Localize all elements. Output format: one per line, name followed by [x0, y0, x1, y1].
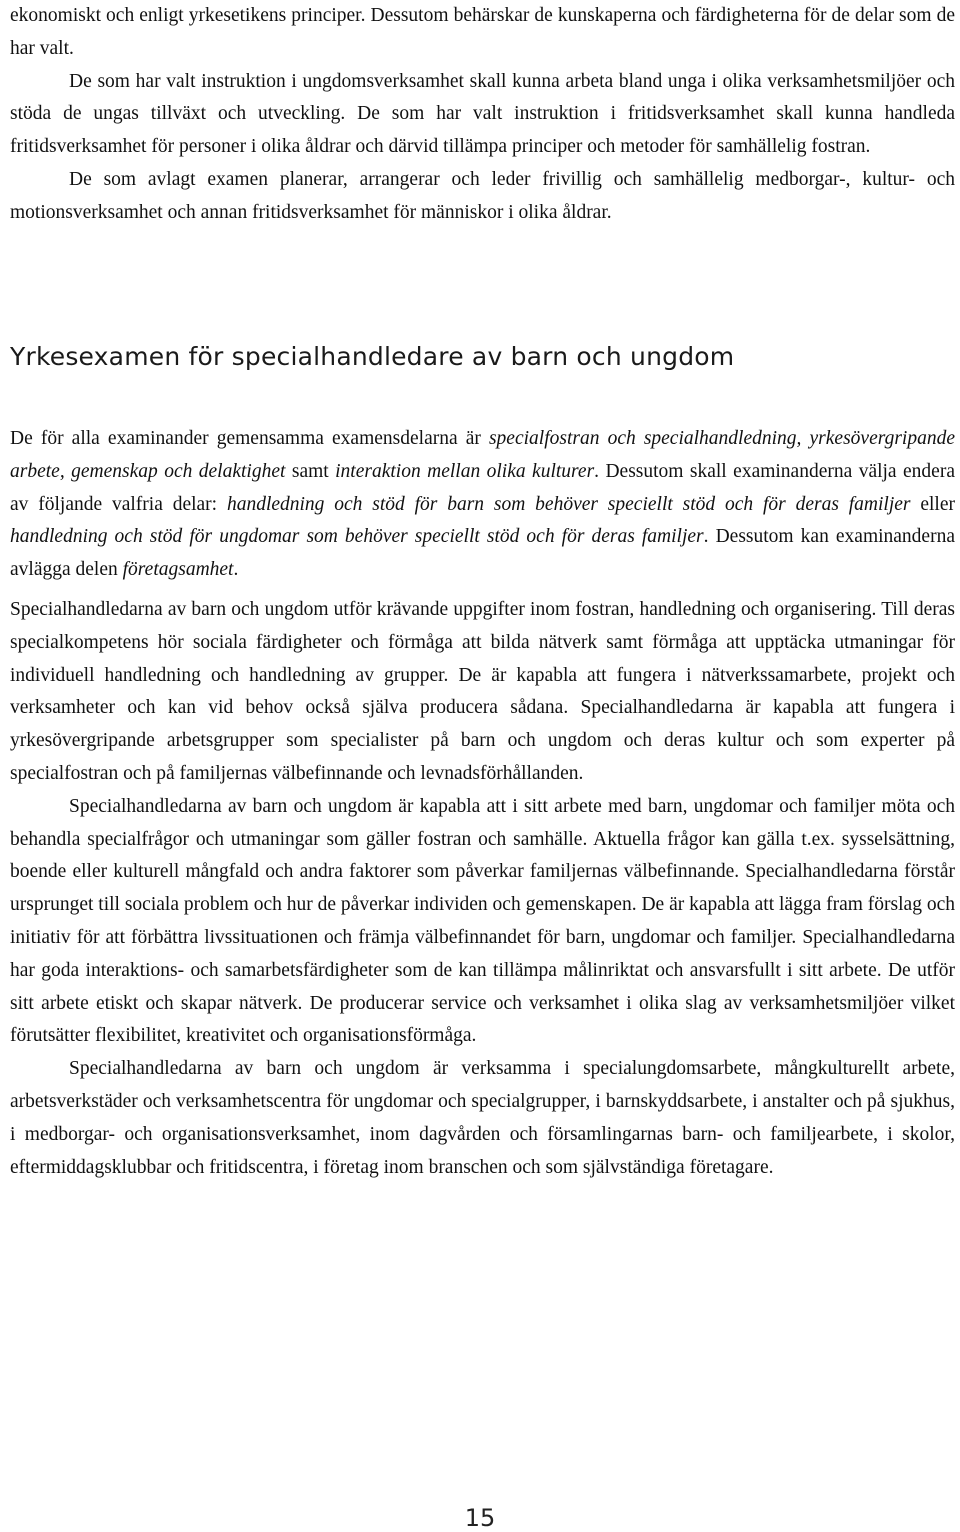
description-section: [10, 594, 955, 1184]
exam-italic-interaction: interaktion mellan olika kulturer: [335, 460, 595, 482]
exam-text-3: . Dessutom skall examinanderna välja endera av följande valfria delar:: [10, 460, 955, 515]
exam-italic-youth-option: handledning och stöd för ungdomar som behöver speciellt stöd och för deras familjer: [10, 526, 704, 548]
exam-italic-common-parts: specialfostran och specialhandledning, yrkesövergripande arbete, gemenskap och delaktighet: [10, 428, 955, 482]
exam-italic-children-option: handledning och stöd för barn som behöver speciellt stöd och för deras familjer: [226, 493, 911, 515]
intro-paragraph-graduates: De som avlagt examen planerar, arrangerar och leder frivillig och samhällelig medborgar-, kultur- och motionsverksamhet och annan fritidsverksamhet för människor i olika åldrar.: [10, 168, 955, 223]
body-paragraph-tasks: Specialhandledarna av barn och ungdom utför krävande uppgifter inom fostran, handledning och organisering. Till deras specialkompetens hör sociala färdigheter och förmåga att bilda nätverk samt förmåga att upptäcka utmaningar för individuell handledning och handledning av grupper. De är kapabla att fungera i nätverkssamarbete, projekt och verksamheter och kan vid behov också själva producera sådana. Specialhandledarna är kapabla att fungera i yrkesövergripande arbetsgrupper som specialister på barn och ungdom och deras kultur och som experter på specialfostran och på familjernas välbefinnande och levnadsförhållanden.: [10, 599, 955, 784]
exam-text-1: De för alla examinander gemensamma examensdelarna är: [10, 428, 489, 449]
exam-text-2: samt: [285, 460, 336, 482]
intro-section: [10, 0, 955, 230]
exam-text-6: .: [233, 559, 239, 581]
section-heading: Yrkesexamen för specialhandledare av barn och ungdom: [10, 342, 735, 371]
page-number: 15: [464, 1504, 496, 1532]
body-paragraph-capabilities: Specialhandledarna av barn och ungdom är kapabla att i sitt arbete med barn, ungdomar och familjer möta och behandla specialfrågor och utmaningar som gäller fostran och samhälle. Aktuella frågor kan gälla t.ex. sysselsättning, boende eller kulturell mångfald och andra faktorer som påverkar familjernas välbefinnande. Specialhandledarna förstår ursprunget till sociala problem och hur de påverkar individen och gemenskapen. De är kapabla att lägga fram förslag och initiativ för att förbättra livssituationen och främja välbefinnandet för barn, ungdomar och familjer. Specialhandledarna har goda interaktions- och samarbetsfärdigheter som de kan tillämpa målinriktat och ansvarsfullt i sitt arbete. De utför sitt arbete etiskt och skapar nätverk. De producerar service och verksamhet i olika slag av verksamhetsmiljöer vilket förutsätter flexibilitet, kreativitet och organisationsförmåga.: [10, 795, 955, 1047]
exam-text-4: eller: [910, 493, 955, 515]
exam-text-5: . Dessutom kan examinanderna avlägga delen: [10, 526, 955, 581]
examination-section: [10, 423, 955, 587]
body-paragraph-workplaces: Specialhandledarna av barn och ungdom är verksamma i specialungdomsarbete, mångkulturellt arbete, arbetsverkstäder och verksamhetscentra för ungdomar och specialgrupper, i barnskyddsarbete, i anstalter och på sjukhus, i medborgar- och organisationsverksamhet, inom dagvården och församlingarnas barn- och familjearbete, i skolor, eftermiddagsklubbar och fritidscentra, i företag inom branschen och som självständiga företagare.: [10, 1058, 955, 1178]
intro-paragraph-continued: ekonomiskt och enligt yrkesetikens principer. Dessutom behärskar de kunskaperna och färdigheterna för de delar som de har valt.: [10, 5, 955, 59]
exam-italic-entrepreneurship: företagsamhet: [122, 559, 234, 581]
intro-paragraph-instruction: De som har valt instruktion i ungdomsverksamhet skall kunna arbeta bland unga i olika verksamhetsmiljöer och stöda de ungas tillväxt och utveckling. De som har valt instruktion i fritidsverksamhet skall kunna handleda fritidsverksamhet för personer i olika åldrar och därvid tillämpa principer och metoder för samhällelig fostran.: [10, 70, 955, 158]
examination-paragraph: [10, 423, 955, 587]
